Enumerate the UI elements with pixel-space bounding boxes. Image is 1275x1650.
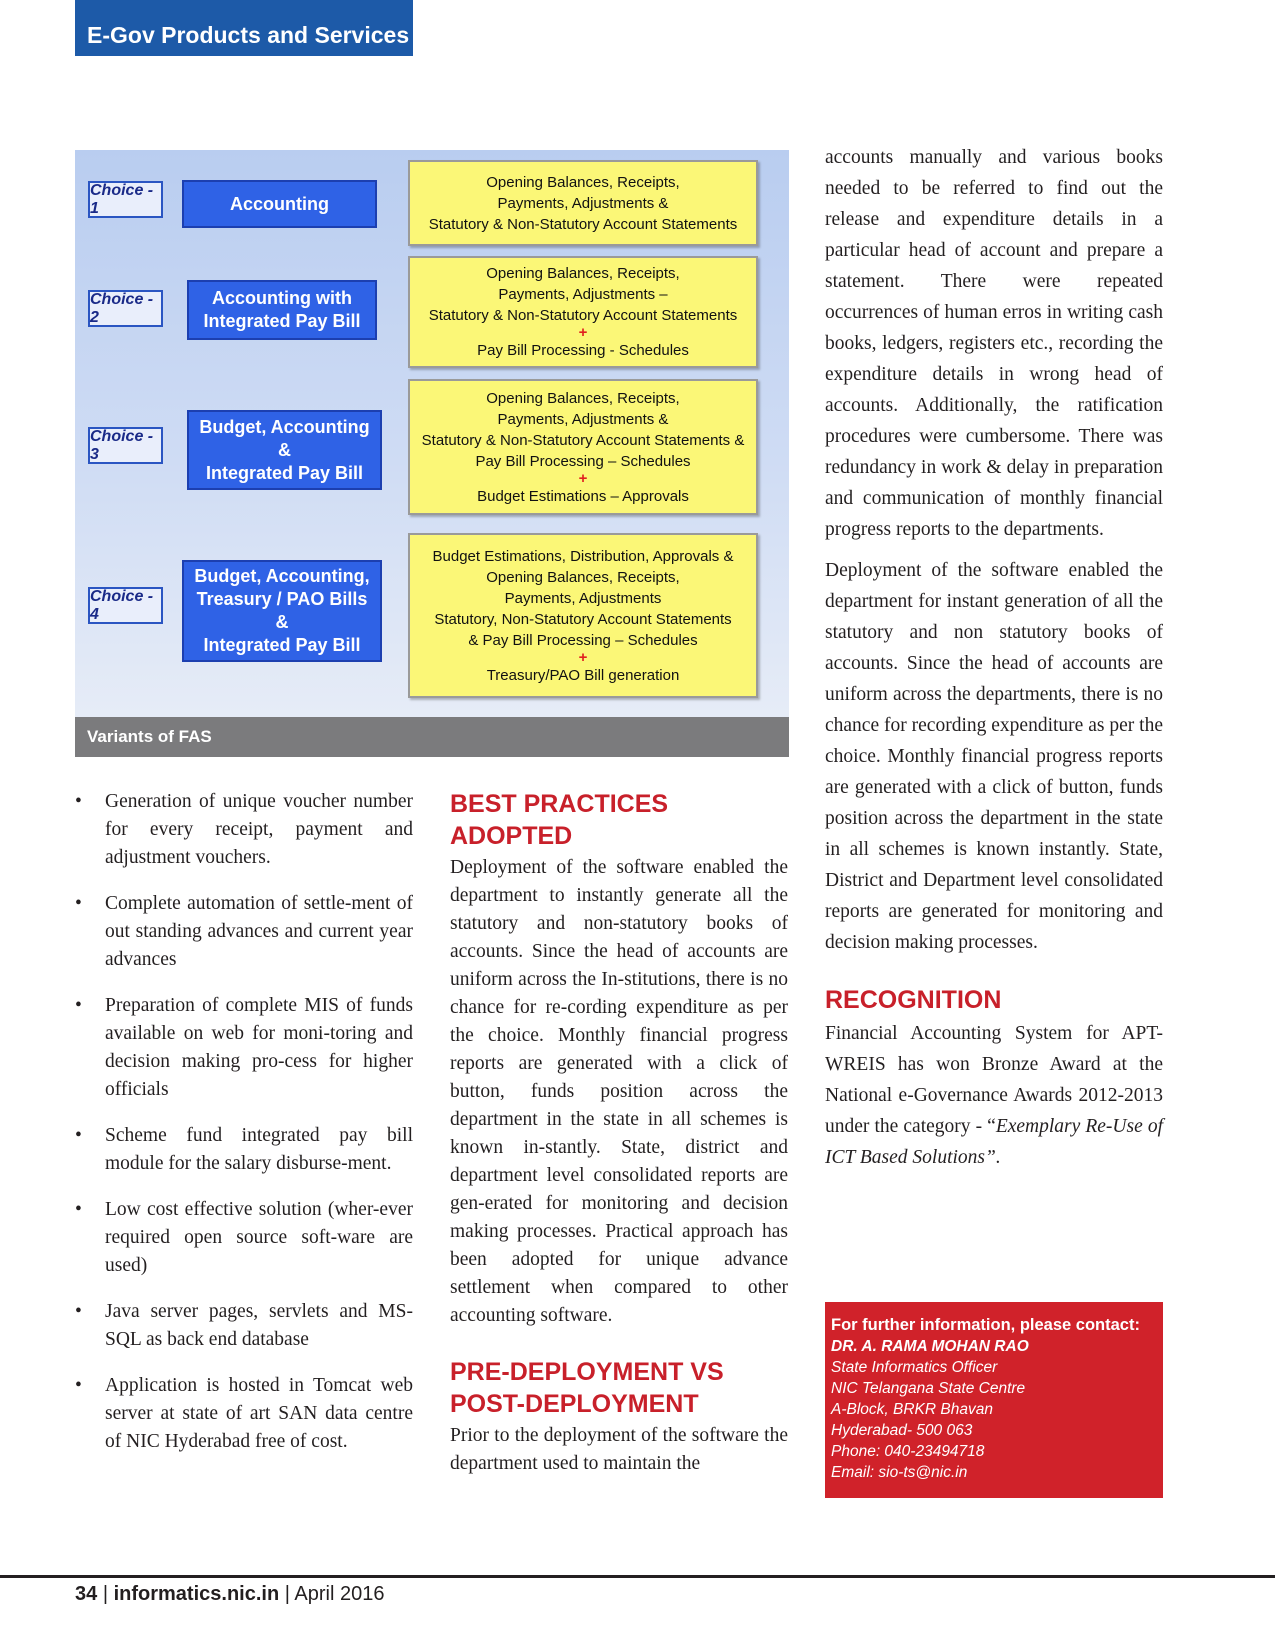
variant-4-line-3: & [275,612,289,632]
choice-1-label: Choice - 1 [88,181,163,218]
recognition-heading: RECOGNITION [825,986,1002,1014]
contact-address: A-Block, BRKR Bhavan [831,1401,993,1418]
desc-2-line-2: Payments, Adjustments – [498,286,668,303]
list-item: • Scheme fund integrated pay bill module for the salary disburse-ment. [75,1122,413,1178]
desc-2-extra-1: Pay Bill Processing - Schedules [477,342,689,359]
variant-3-line-3: Integrated Pay Bill [205,462,364,483]
list-item: • Preparation of complete MIS of funds available on web for moni-toring and decision making pro-cess for higher officials [75,992,413,1104]
desc-3-line-1: Opening Balances, Receipts, [486,389,680,407]
variant-2-line-1: Accounting with [212,288,352,308]
choice-2-label: Choice - 2 [88,290,163,327]
page-footer [75,1583,384,1606]
desc-3-line-2: Payments, Adjustments & [497,410,669,428]
desc-2-line-3: Statutory & Non-Statutory Account Statements [428,307,738,324]
desc-1-line-1: Opening Balances, Receipts, [486,173,680,191]
best-practices-body: Deployment of the software enabled the department to instantly generate all the statutory and non-statutory books of accounts. Since the head of accounts are uniform across the In-stitutions, there is no chance for re-cording expenditure as per the choice. Monthly financial progress reports are generated with a click of button, funds position across the department in the state in all schemes is known in-stantly. State, district and department level consolidated reports are gen-erated for monitoring and decision making processes. Practical approach has been adopted for unique advance settlement when compared to other accounting software. [450,857,788,1326]
recognition-body-text: Financial Accounting System for APT-WREIS has won Bronze Award at the National e-Governance Awards 2012-2013 under the category - “ [825,1023,1163,1137]
footer-separator: | [102,1583,109,1605]
contact-city: Hyderabad- 500 063 [831,1422,973,1439]
desc-2-line-1: Opening Balances, Receipts, [486,265,680,282]
desc-4-line-1: Budget Estimations, Distribution, Approvals & [432,547,734,565]
list-item: • Application is hosted in Tomcat web server at state of art SAN data centre of NIC Hyderabad free of cost. [75,1372,413,1456]
footer-divider [0,1575,1275,1578]
plus-sign: + [578,648,588,666]
left-column [75,788,413,1474]
features-list [75,788,413,1456]
middle-column [450,788,788,1492]
variant-4-line-2: Treasury / PAO Bills [196,589,368,609]
variant-1-description [408,160,758,246]
contact-phone: Phone: 040-23494718 [831,1443,985,1460]
fas-variants-figure [75,150,789,717]
footer-date: April 2016 [294,1583,385,1605]
variant-2-description [408,256,758,368]
desc-4-line-5: & Pay Bill Processing – Schedules [468,631,698,649]
variant-3-description [408,379,758,515]
contact-email[interactable]: Email: sio-ts@nic.in [831,1464,968,1481]
choice-4-label: Choice - 4 [88,587,163,624]
best-practices-heading: BEST PRACTICES ADOPTED [450,790,669,850]
right-para-2: Deployment of the software enabled the department for instant generation of all the statutory and non statutory books of accounts. Since the head of accounts are uniform across the departments, there is no chance for recording expenditure as per the choice. Monthly financial progress reports are generated with a click of button, funds position across the department in the state in all schemes is known instantly. State, District and Department level consolidated reports are generated for monitoring and decision making processes. [825,560,1163,953]
desc-4-line-2: Opening Balances, Receipts, [486,568,680,586]
list-item: • Low cost effective solution (wher-ever required open source soft-ware are used) [75,1196,413,1280]
contact-box [825,1302,1163,1498]
pre-post-deployment-body: Prior to the deployment of the software the department used to maintain the [450,1425,788,1474]
desc-1-line-2: Payments, Adjustments & [497,194,669,212]
right-column [825,142,1163,1187]
desc-3-line-3: Statutory & Non-Statutory Account Statements & [421,431,745,449]
variant-1-box [182,180,377,228]
recognition-category: Exemplary Re-Use of ICT Based Solutions”. [825,1116,1163,1168]
recognition-body [825,1018,1163,1173]
plus-sign: + [578,469,588,487]
plus-sign: + [578,324,588,341]
list-item: • Java server pages, servlets and MS-SQL as back end database [75,1298,413,1354]
desc-3-extra-1: Budget Estimations – Approvals [477,487,689,505]
variant-4-description [408,533,758,698]
variant-1-line-1: Accounting [230,193,329,214]
desc-1-line-3: Statutory & Non-Statutory Account Statements [428,215,738,233]
variant-4-line-1: Budget, Accounting, [194,566,370,586]
figure-caption: Variants of FAS [75,717,789,757]
desc-4-line-4: Statutory, Non-Statutory Account Statements [434,610,732,628]
footer-separator: | [284,1583,290,1605]
list-item: • Complete automation of settle-ment of out standing advances and current year advances [75,890,413,974]
right-para-1: accounts manually and various books needed to be referred to find out the release and expenditure details in a particular head of account and prepare a statement. There were repeated occurrences of human erros in writing cash books, ledgers, registers etc., recording the expenditure details in wrong head of accounts. Additionally, the ratification procedures were cumbersome. There was redundancy in work & delay in preparation and communication of monthly financial progress reports to the departments. [825,147,1163,540]
contact-heading: For further information, please contact: [831,1316,1140,1334]
variant-3-line-1: Budget, Accounting [199,416,370,437]
desc-4-line-3: Payments, Adjustments [504,589,662,607]
variant-4-box [182,560,382,662]
contact-office: NIC Telangana State Centre [831,1380,1026,1397]
footer-site[interactable]: informatics.nic.in [113,1583,280,1605]
variant-2-box [187,280,377,340]
contact-designation: State Informatics Officer [831,1359,998,1376]
choice-3-label: Choice - 3 [88,427,163,464]
contact-name: DR. A. RAMA MOHAN RAO [831,1338,1029,1355]
section-title: E-Gov Products and Services [75,0,413,56]
variant-3-box [187,410,382,490]
page-number: 34 [75,1583,98,1605]
desc-3-line-4: Pay Bill Processing – Schedules [475,452,691,470]
variant-3-line-2: & [278,439,291,460]
pre-post-deployment-heading: PRE-DEPLOYMENT VS POST-DEPLOYMENT [450,1358,724,1418]
variant-4-line-4: Integrated Pay Bill [203,635,361,655]
list-item: • Generation of unique voucher number for every receipt, payment and adjustment vouchers. [75,788,413,872]
variant-2-line-2: Integrated Pay Bill [203,311,361,331]
desc-4-extra-1: Treasury/PAO Bill generation [486,666,680,684]
